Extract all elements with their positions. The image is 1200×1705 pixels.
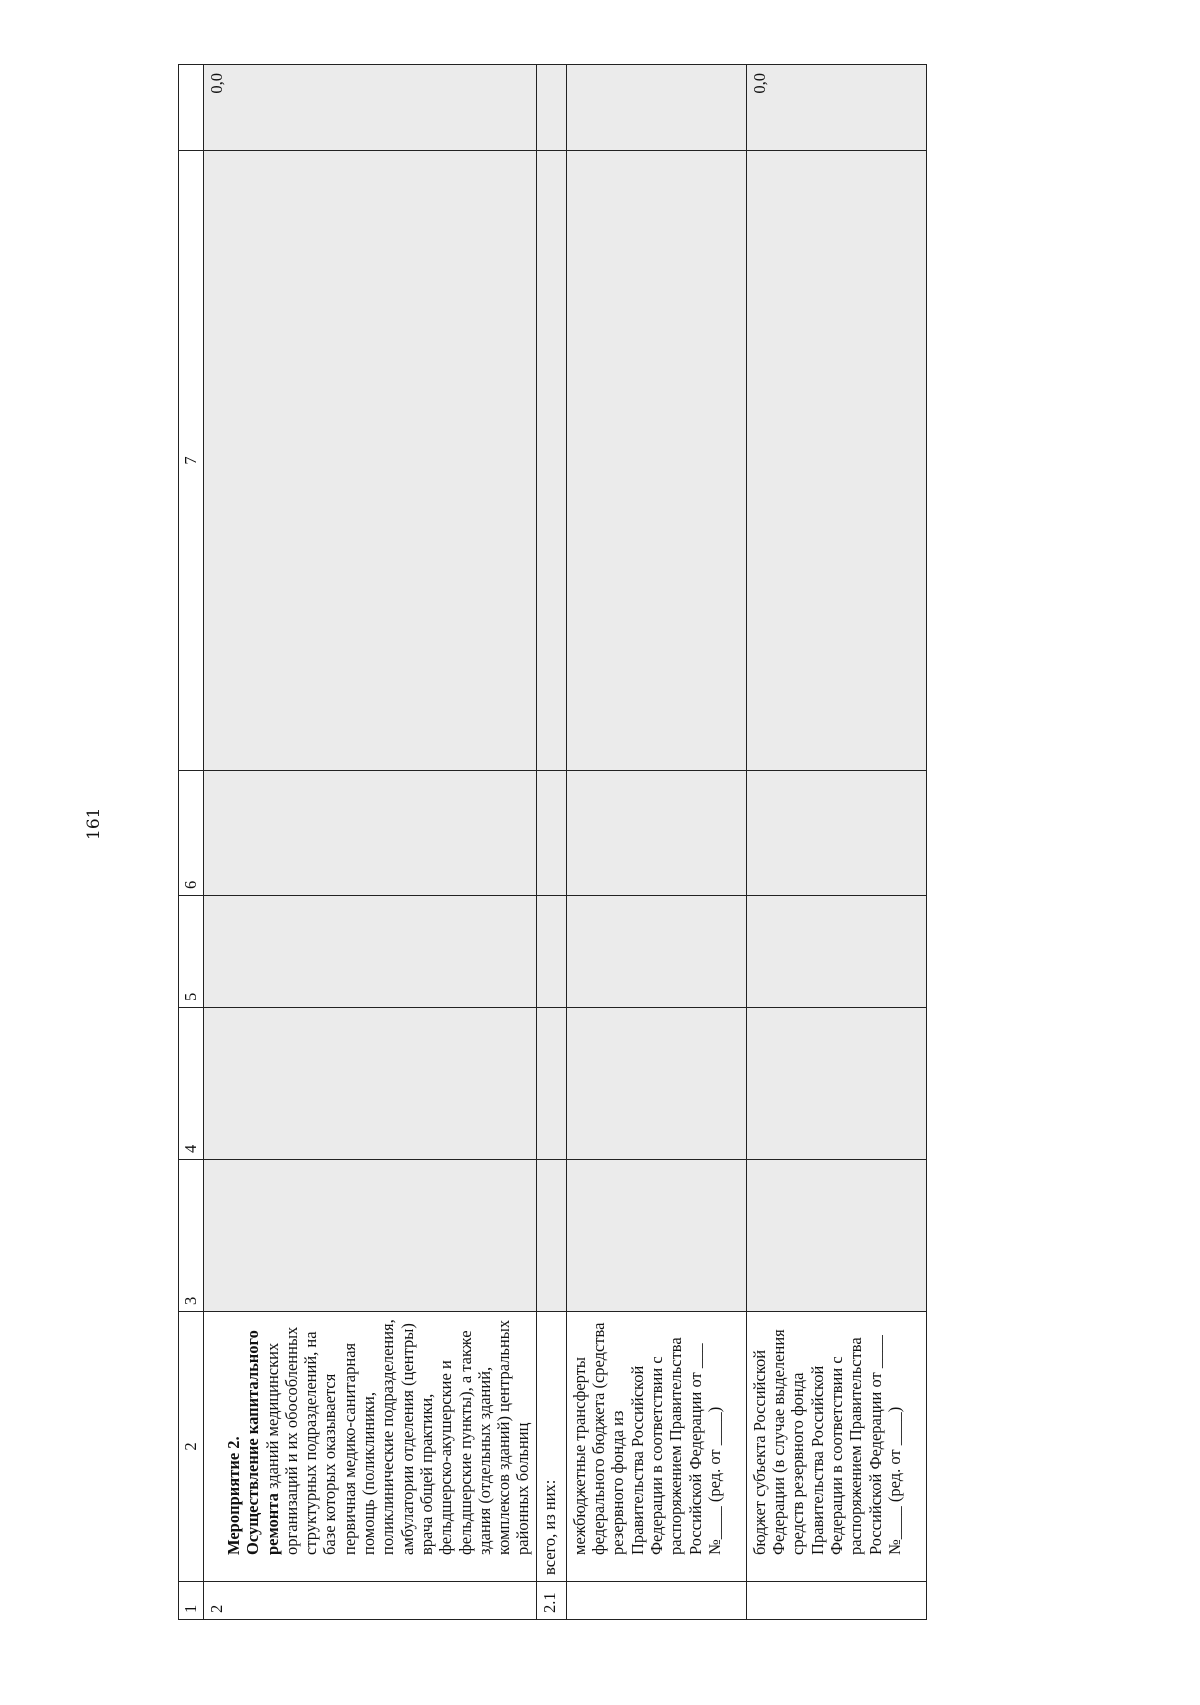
empty-cell [746,151,926,771]
measure-bold-title: Осуществление капитального ремонта [243,1330,282,1555]
empty-cell [536,896,566,1008]
empty-cell [746,1008,926,1160]
rotated-table-container [178,65,913,1620]
row-description [204,1312,537,1582]
empty-cell [566,771,746,896]
page-number: 161 [84,807,104,840]
header-cell-6: 6 [179,771,204,896]
budget-table [178,64,927,1620]
row-value [566,65,746,151]
table-row [566,65,746,1620]
row-description: межбюджетные трансферты федерального бюджета (средства резервного фонда из Правительства Российской Федерации в соответствии с распоряжением Правительства Российской Федерации от ___ №____ (ред. от ____) [566,1312,746,1582]
header-cell-4: 4 [179,1008,204,1160]
empty-cell [204,896,537,1008]
empty-cell [204,771,537,896]
header-cell-3: 3 [179,1160,204,1312]
row-value [536,65,566,151]
row-value: 0,0 [746,65,926,151]
empty-cell [204,151,537,771]
empty-cell [536,771,566,896]
header-cell-8 [179,65,204,151]
table-row [204,65,537,1620]
row-number [746,1582,926,1620]
empty-cell [566,1008,746,1160]
empty-cell [746,896,926,1008]
empty-cell [204,1160,537,1312]
row-number [566,1582,746,1620]
empty-cell [536,1008,566,1160]
table-header-row [179,65,204,1620]
header-cell-7: 7 [179,151,204,771]
row-value: 0,0 [204,65,537,151]
empty-cell [566,151,746,771]
row-number: 2 [204,1582,537,1620]
row-number: 2.1 [536,1582,566,1620]
row-description: бюджет субъекта Российской Федерации (в случае выделения средств резервного фонда Правительства Российской Федерации в соответствии с распоряжением Правительства Российской Федерации от ____ №____ (ред. от ____) [746,1312,926,1582]
measure-label: Мероприятие 2. [224,1436,243,1555]
empty-cell [746,1160,926,1312]
table-row [746,65,926,1620]
empty-cell [536,1160,566,1312]
header-cell-1: 1 [179,1582,204,1620]
empty-cell [204,1008,537,1160]
empty-cell [536,151,566,771]
empty-cell [746,771,926,896]
header-cell-5: 5 [179,896,204,1008]
row-description: всего, из них: [536,1312,566,1582]
measure-description: зданий медицинских организаций и их обособленных структурных подразделений, на базе которых оказывается первичная медико-санитарная помощь (поликлиники, поликлинические подразделения, амбулатории отделения (центры) врача общей практики, фельдшерско-акушерские и фельдшерские пункты), а также здания (отдельных зданий, комплексов зданий) центральных районных больниц [262,1319,533,1555]
empty-cell [566,1160,746,1312]
empty-cell [566,896,746,1008]
table-row [536,65,566,1620]
header-cell-2: 2 [179,1312,204,1582]
